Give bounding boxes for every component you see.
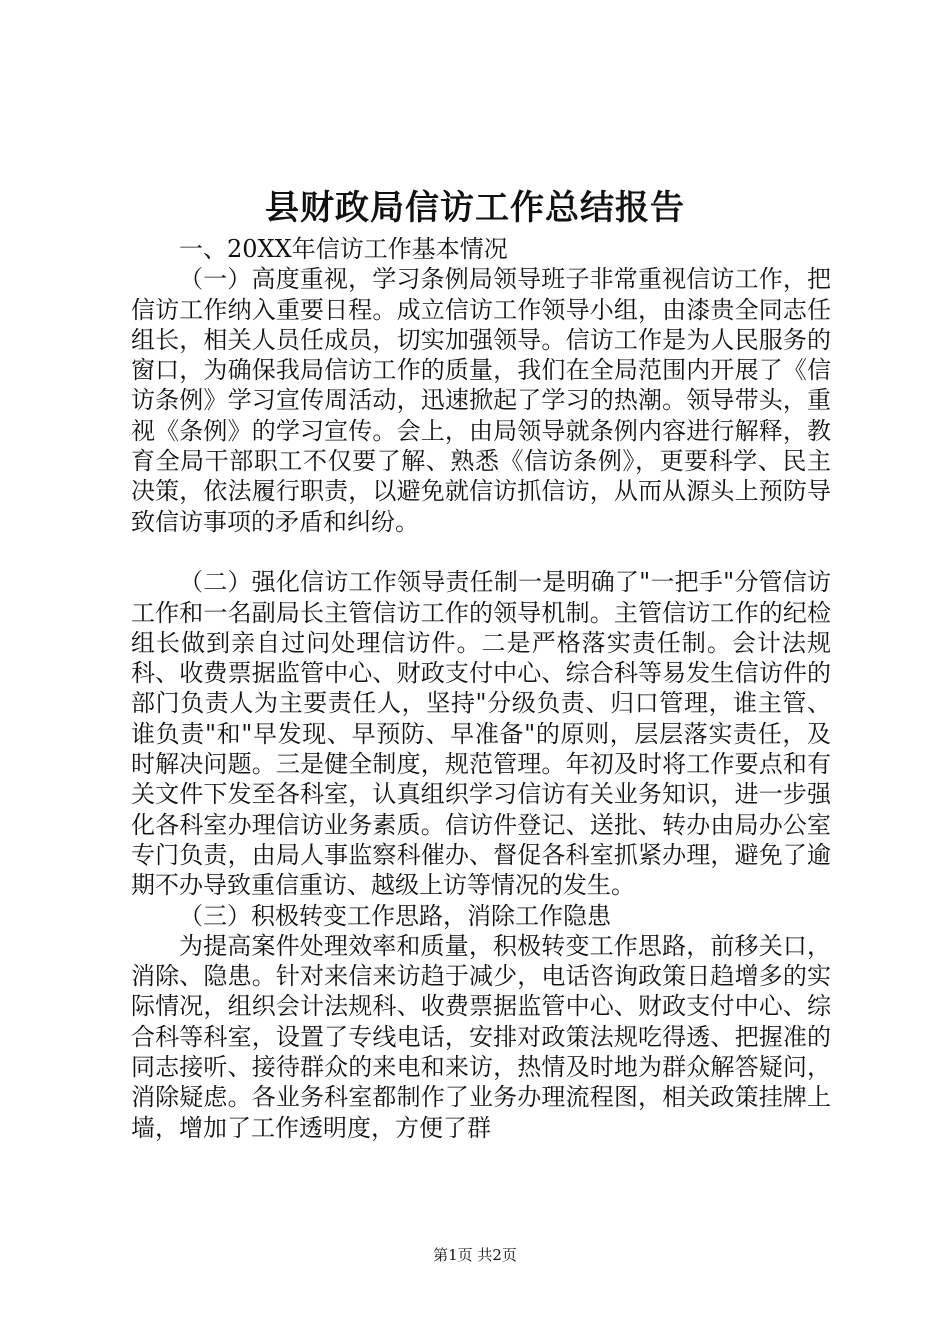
paragraph-2: （二）强化信访工作领导责任制一是明确了"一把手"分管信访工作和一名副局长主管信访工作的领导机制。主管信访工作的纪检组长做到亲自过问处理信访件。二是严格落实责任制。会计法规科、收费票据监管中心、财政支付中心、综合科等易发生信访件的部门负责人为主要责任人，坚持"分级负责、归口管理，谁主管、谁负责"和"早发现、早预防、早准备"的原则，层层落实责任，及时解决问题。三是健全制度，规范管理。年初及时将工作要点和有关文件下发至各科室，认真组织学习信访有关业务知识，进一步强化各科室办理信访业务素质。信访件登记、送批、转办由局办公室专门负责，由局人事监察科催办、督促各科室抓紧办理，避免了逾期不办导致重信重访、越级上访等情况的发生。 [131, 568, 831, 900]
document-body [131, 234, 831, 1143]
paragraph-3: 为提高案件处理效率和质量，积极转变工作思路，前移关口，消除、隐患。针对来信来访趋于减少，电话咨询政策日趋增多的实际情况，组织会计法规科、收费票据监管中心、财政支付中心、综合科等科室，设置了专线电话，安排对政策法规吃得透、把握准的同志接听、接待群众的来电和来访，热情及时地为群众解答疑问，消除疑虑。各业务科室都制作了业务办理流程图，相关政策挂牌上墙，增加了工作透明度，方便了群 [131, 931, 831, 1142]
paragraph-spacer [131, 537, 831, 567]
subsection-heading: （三）积极转变工作思路，消除工作隐患 [179, 901, 611, 930]
paragraph-1: （一）高度重视，学习条例局领导班子非常重视信访工作，把信访工作纳入重要日程。成立信访工作领导小组，由漆贵全同志任组长，相关人员任成员，切实加强领导。信访工作是为人民服务的窗口，为确保我局信访工作的质量，我们在全局范围内开展了《信访条例》学习宣传周活动，迅速掀起了学习的热潮。领导带头，重视《条例》的学习宣传。会上，由局领导就条例内容进行解释，教育全局干部职工不仅要了解、熟悉《信访条例》，更要科学、民主决策，依法履行职责，以避免就信访抓信访，从而从源头上预防导致信访事项的矛盾和纠纷。 [131, 265, 831, 536]
document-title: 县财政局信访工作总结报告 [265, 188, 685, 228]
section-heading: 一、20XX年信访工作基本情况 [179, 235, 508, 263]
page-footer: 第1页 共2页 [433, 1246, 517, 1264]
